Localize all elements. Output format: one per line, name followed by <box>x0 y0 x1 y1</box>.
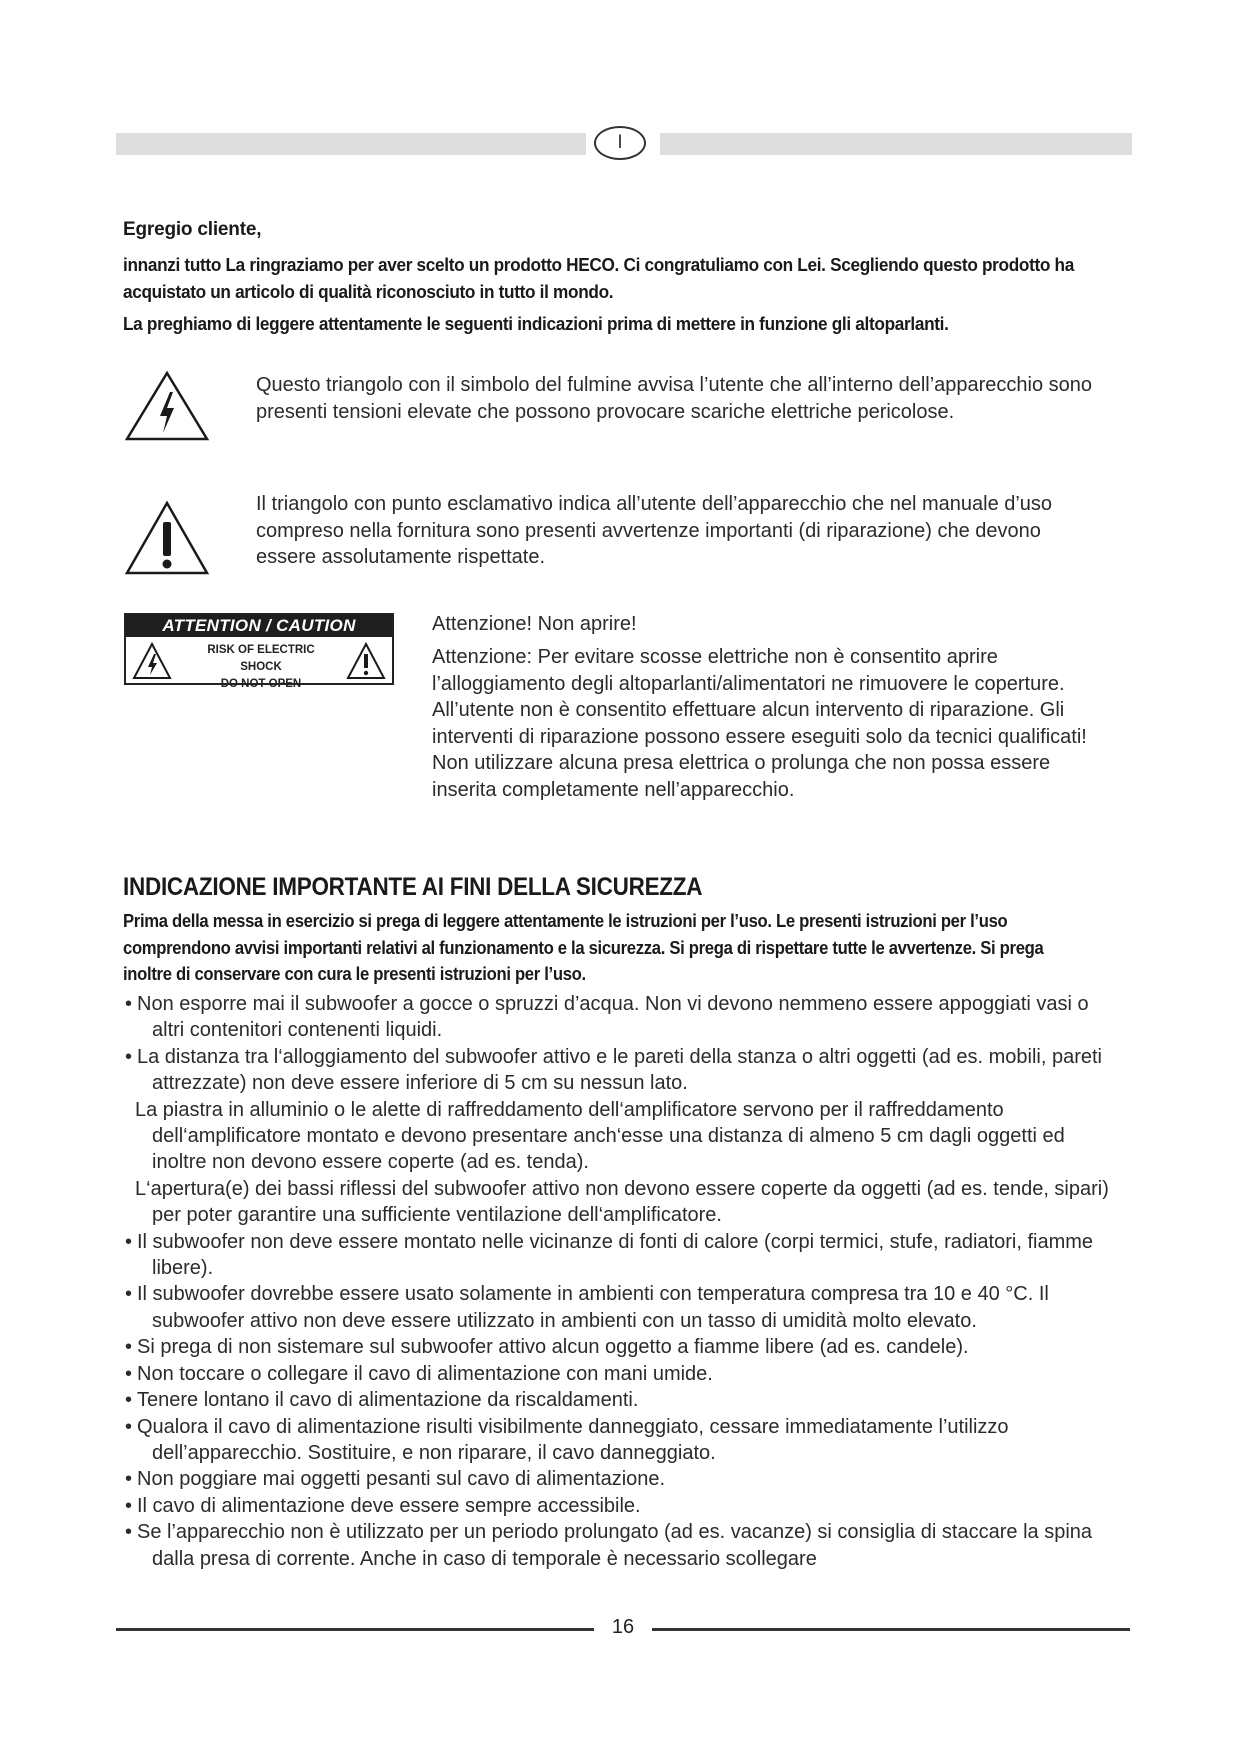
lightning-warning-text: Questo triangolo con il simbolo del fulmine avvisa l’utente che all’interno dell’apparecchio sono presenti tensioni elevate che possono provocare scariche elettriche pericolose. <box>256 374 1093 423</box>
caution-lightning-icon <box>132 642 172 680</box>
list-item: • Qualora il cavo di alimentazione risulti visibilmente danneggiato, cessare immediatamente l’utilizzo dell’apparecchio. Sostituire, e non riparare, il cavo danneggiato. <box>122 1414 1112 1467</box>
list-item: L‘apertura(e) dei bassi riflessi del subwoofer attivo non devono essere coperte da oggetti (ad es. tende, sipari) per poter garantire una sufficiente ventilazione dell‘amplificatore. <box>135 1177 1109 1227</box>
list-item: • Il subwoofer dovrebbe essere usato solamente in ambienti con temperatura compresa tra 10 e 40 °C. Il subwoofer attivo non deve essere utilizzato in ambienti con un tasso di umidità molto elevato. <box>122 1281 1112 1334</box>
list-item: • Non esporre mai il subwoofer a gocce o spruzzi d’acqua. Non vi devono nemmeno essere appoggiati vasi o altri contenitori contenenti liquidi. <box>122 991 1112 1044</box>
safety-intro: Prima della messa in esercizio si prega di leggere attentamente le istruzioni per l’uso. Le presenti istruzioni per l’uso comprendono avvisi importanti relativi al funzionamento e la sicurezza. Si prega di rispettare tutte le avvertenze. Si prega inoltre di conservare con cura le presenti istruzioni per l’uso. <box>123 910 1044 984</box>
header-bar-left <box>116 133 586 155</box>
safety-list <box>122 991 1112 1572</box>
exclamation-warning-text: Il triangolo con punto esclamativo indica all’utente dell’apparecchio che nel manuale d’uso compreso nella fornitura sono presenti avvertenze importanti (di riparazione) che devono essere assolutamente rispettate. <box>256 493 1053 568</box>
list-item: • Il cavo di alimentazione deve essere sempre accessibile. <box>122 1493 1112 1519</box>
caution-label-title: ATTENTION / CAUTION <box>126 615 392 637</box>
intro-paragraph: innanzi tutto La ringraziamo per aver scelto un prodotto HECO. Ci congratuliamo con Lei. Scegliendo questo prodotto ha acquistato un articolo di qualità riconosciuto in tutto il mondo. <box>123 254 1074 302</box>
lightning-warning-icon <box>124 370 210 447</box>
greeting: Egregio cliente, <box>123 219 262 240</box>
header-bar-right <box>660 133 1132 155</box>
caution-label-line1: RISK OF ELECTRIC SHOCK <box>207 644 315 673</box>
list-item: • Il subwoofer non deve essere montato nelle vicinanze di fonti di calore (corpi termici, stufe, radiatori, fiamme libere). <box>122 1229 1112 1282</box>
list-item: • Si prega di non sistemare sul subwoofer attivo alcun oggetto a fiamme libere (ad es. candele). <box>122 1334 1112 1360</box>
caution-label-line2: DO NOT OPEN <box>220 678 302 690</box>
list-item: • Tenere lontano il cavo di alimentazione da riscaldamenti. <box>122 1387 1112 1413</box>
list-item: • La distanza tra l‘alloggiamento del subwoofer attivo e le pareti della stanza o altri oggetti (ad es. mobili, pareti attrezzate) non deve essere inferiore di 5 cm su nessun lato. <box>122 1044 1112 1097</box>
footer-line-left <box>116 1628 594 1631</box>
caution-heading: Attenzione! Non aprire! <box>432 613 637 635</box>
language-badge: I <box>594 126 646 160</box>
page-number: 16 <box>611 1616 635 1638</box>
list-item: • Se l’apparecchio non è utilizzato per un periodo prolungato (ad es. vacanze) si consiglia di staccare la spina dalla presa di corrente. Anche in caso di temporale è necessario scollegare <box>122 1519 1112 1572</box>
safety-title: INDICAZIONE IMPORTANTE AI FINI DELLA SICUREZZA <box>123 873 703 901</box>
list-item: La piastra in alluminio o le alette di raffreddamento dell‘amplificatore servono per il raffreddamento dell‘amplificatore montato e devono presentare anch‘esse una distanza di almeno 5 cm dagli oggetti ed inoltre non devono essere coperte (ad es. tenda). <box>135 1098 1065 1174</box>
read-instructions-paragraph: La preghiamo di leggere attentamente le seguenti indicazioni prima di mettere in funzione gli altoparlanti. <box>123 313 949 334</box>
footer-line-right <box>652 1628 1130 1631</box>
caution-exclamation-icon <box>346 642 386 680</box>
list-item: • Non poggiare mai oggetti pesanti sul cavo di alimentazione. <box>122 1466 1112 1492</box>
caution-body: Attenzione: Per evitare scosse elettriche non è consentito aprire l’alloggiamento degli altoparlanti/alimentatori ne rimuovere le coperture. All’utente non è consentito effettuare alcun intervento di riparazione. Gli interventi di riparazione possono essere eseguiti solo da tecnici qualificati! Non utilizzare alcuna presa elettrica o prolunga che non possa essere inserita completamente nell’apparecchio. <box>432 646 1087 801</box>
caution-label <box>124 613 394 690</box>
caution-label-text <box>186 642 336 693</box>
list-item: • Non toccare o collegare il cavo di alimentazione con mani umide. <box>122 1361 1112 1387</box>
exclamation-warning-icon <box>124 500 210 581</box>
